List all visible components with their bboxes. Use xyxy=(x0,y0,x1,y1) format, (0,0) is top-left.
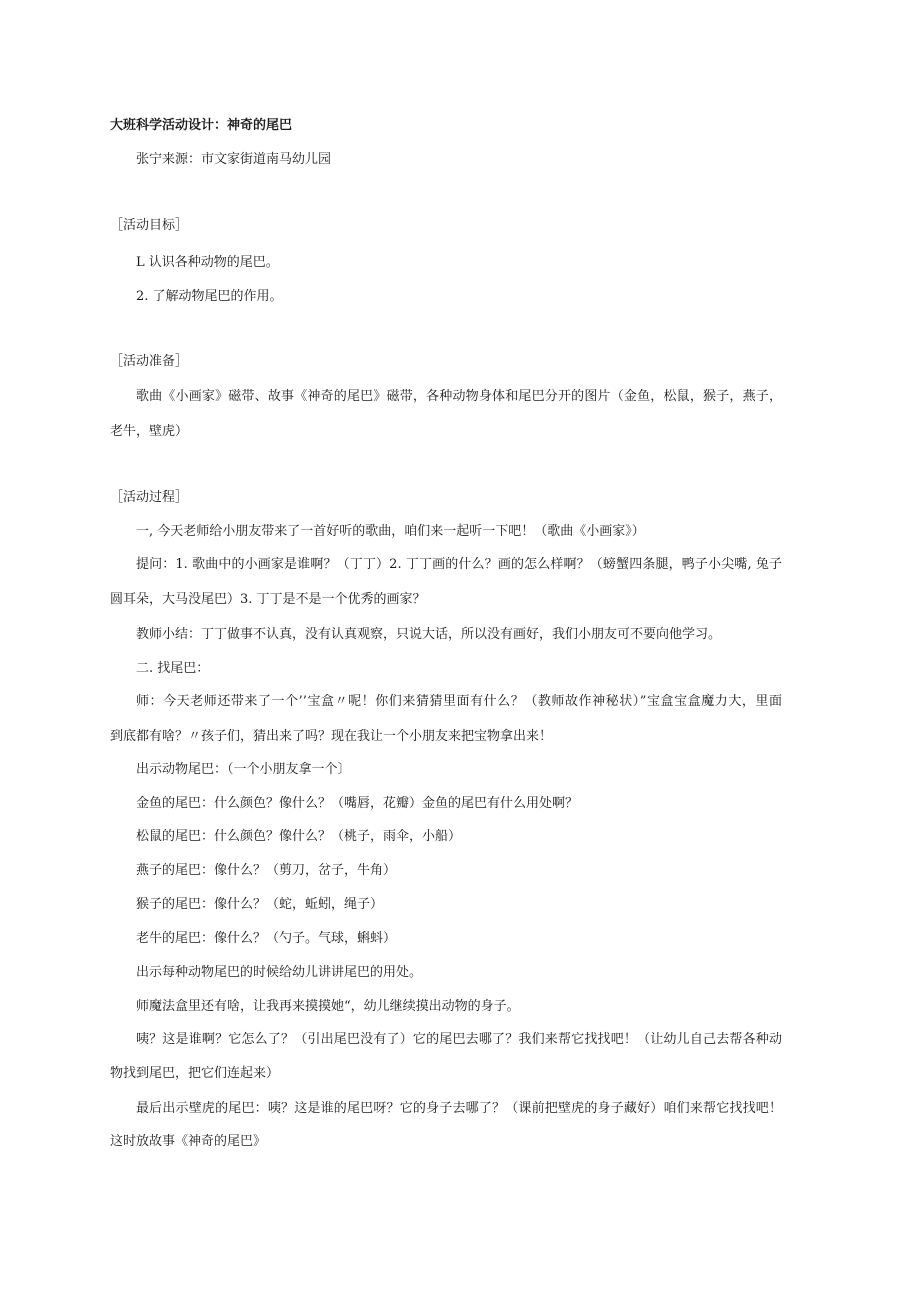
prep-text: 歌曲《小画家》磁带、故事《神奇的尾巴》磁带，各种动物身体和尾巴分开的图片（金鱼，松鼠，猴子，燕子， xyxy=(136,389,782,404)
process-subheading: 二. 找尾巴： xyxy=(136,661,210,676)
prep-text: 老牛，壁虎） xyxy=(110,424,189,439)
process-paragraph: 物找到尾巴，把它们连起来） xyxy=(110,1066,280,1081)
process-paragraph: 猴子的尾巴：像什么？（蛇，蚯蚓，绳子） xyxy=(136,897,384,912)
process-paragraph: 提问：1. 歌曲中的小画家是谁啊？（丁丁）2. 丁丁画的什么？画的怎么样啊？（螃蟹四条腿，鸭子小尖嘴, 兔子 xyxy=(136,557,782,572)
goal-item: L 认识各种动物的尾巴。 xyxy=(136,255,279,270)
process-paragraph: 咦？这是谁啊？它怎么了？（引出尾巴没有了）它的尾巴去哪了？我们来帮它找找吧！（让幼儿自己去帮各种动 xyxy=(136,1032,782,1047)
goals-heading: ［活动目标］ xyxy=(110,218,189,233)
process-paragraph: 燕子的尾巴：像什么？（剪刀，岔子，牛角） xyxy=(136,863,397,878)
process-paragraph: 最后出示壁虎的尾巴：咦？这是谁的尾巴呀？它的身子去哪了？（课前把壁虎的身子藏好）咱们来帮它找找吧！ xyxy=(136,1101,782,1116)
process-paragraph: 教师小结：丁丁做事不认真，没有认真观察，只说大话，所以没有画好，我们小朋友可不要向他学习。 xyxy=(136,627,722,642)
process-paragraph: 一, 今天老师给小朋友带来了一首好听的歌曲，咱们来一起听一下吧！（歌曲《小画家》） xyxy=(136,524,645,539)
process-paragraph: 老牛的尾巴：像什么？（勺子。气球，蝌蚪） xyxy=(136,931,397,946)
process-paragraph: 出示动物尾巴：（一个小朋友拿一个〕 xyxy=(136,762,351,777)
process-paragraph: 这时放故事《神奇的尾巴》 xyxy=(110,1134,267,1149)
goal-item: 2. 了解动物尾巴的作用。 xyxy=(136,289,283,304)
process-paragraph: 到底都有啥？〃孩子们，猜出来了吗？现在我让一个小朋友来把宝物拿出来！ xyxy=(110,729,553,744)
process-paragraph: 师魔法盒里还有啥，让我再来摸摸她“，幼儿继续摸出动物的身子。 xyxy=(136,999,520,1014)
process-paragraph: 出示每种动物尾巴的时候给幼儿讲讲尾巴的用处。 xyxy=(136,965,423,980)
process-paragraph: 松鼠的尾巴：什么颜色？像什么？（桃子，雨伞，小船） xyxy=(136,829,462,844)
process-heading: ［活动过程］ xyxy=(110,490,189,505)
doc-source: 张宁来源：市文家街道南马幼儿园 xyxy=(136,152,332,167)
process-paragraph: 圆耳朵，大马没尾巴）3. 丁丁是不是一个优秀的画家？ xyxy=(110,592,426,607)
doc-title: 大班科学活动设计：神奇的尾巴 xyxy=(110,118,293,133)
process-paragraph: 师：今天老师还带来了一个’’宝盒〃呢！你们来猜猜里面有什么？（教师故作神秘状）”宝盒宝盒魔力大，里面 xyxy=(136,694,782,709)
prep-heading: ［活动准备］ xyxy=(110,354,189,369)
process-paragraph: 金鱼的尾巴：什么颜色？像什么？（嘴唇，花瓣）金鱼的尾巴有什么用处啊？ xyxy=(136,796,579,811)
